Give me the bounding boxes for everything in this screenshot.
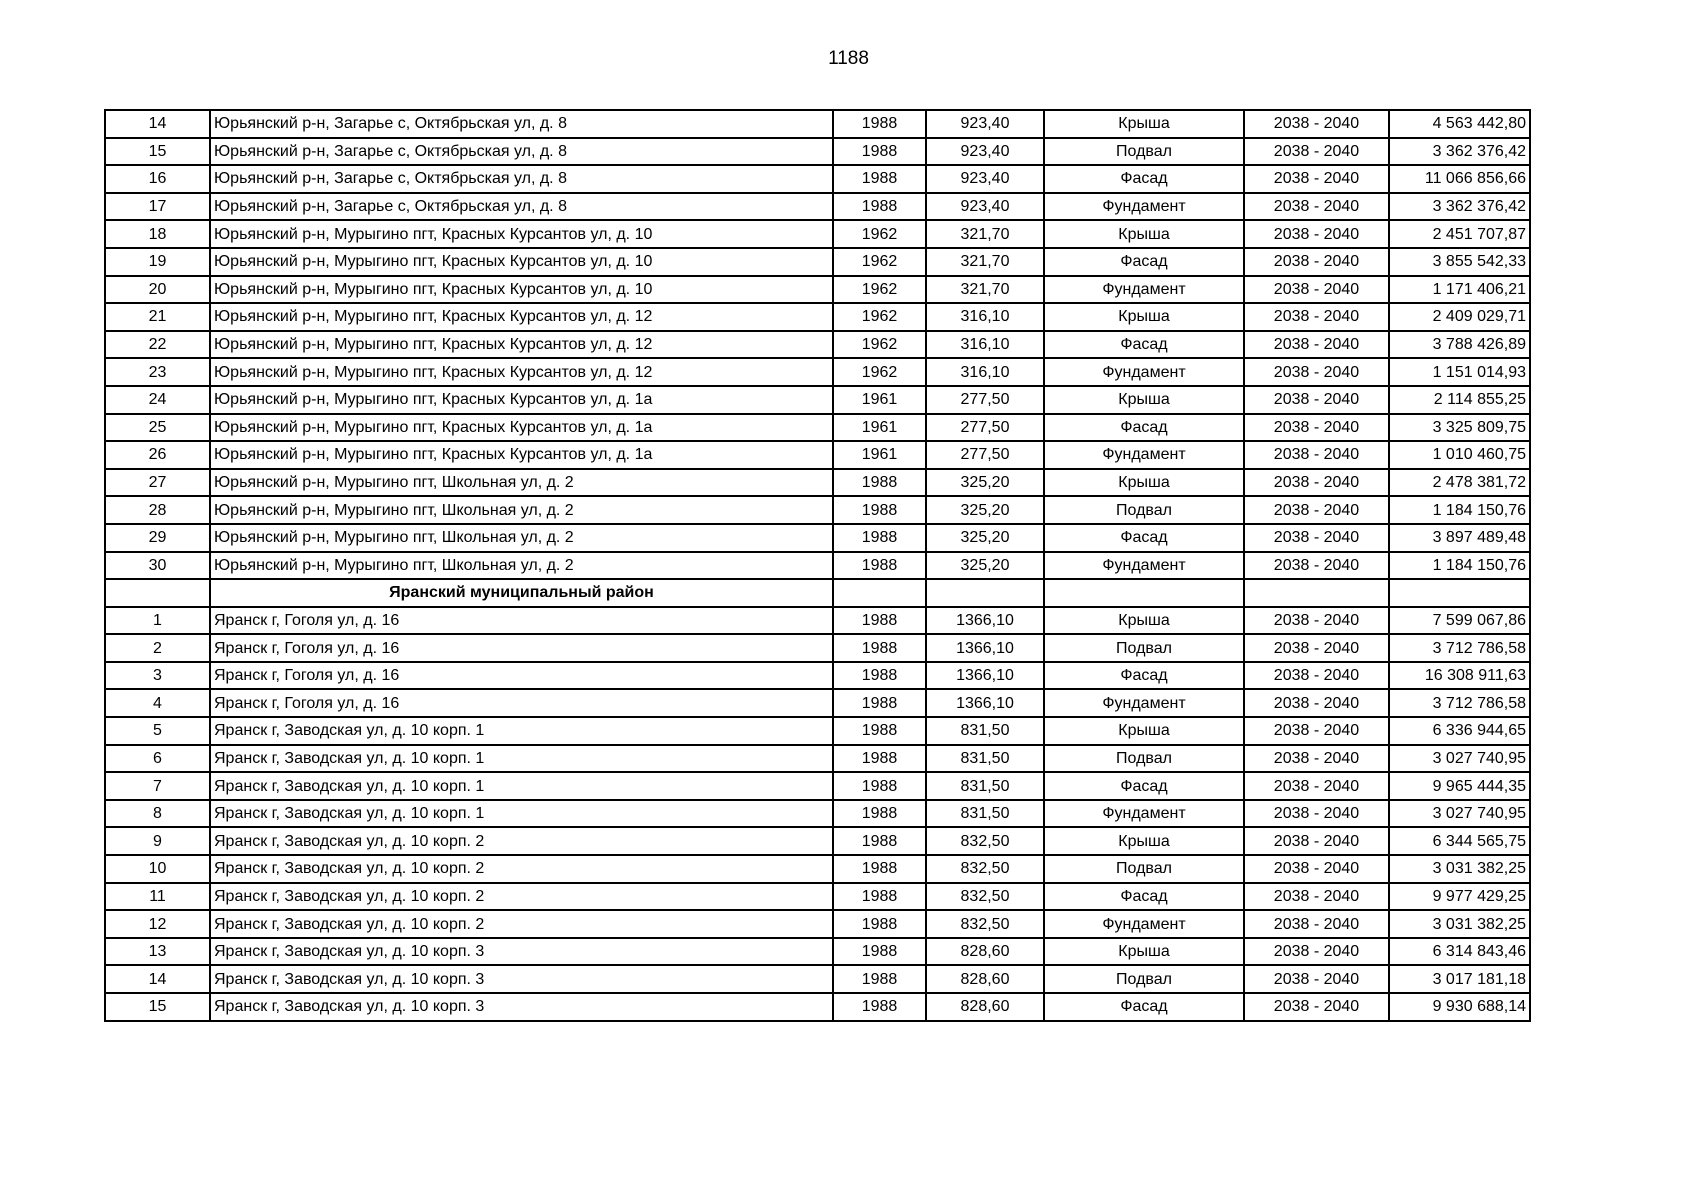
repair-cost-cell: 1 184 150,76 <box>1389 496 1530 524</box>
build-year-cell: 1988 <box>833 552 926 580</box>
work-type-cell: Подвал <box>1044 965 1244 993</box>
work-type-cell: Фасад <box>1044 772 1244 800</box>
empty-cell <box>833 579 926 607</box>
repair-period-cell: 2038 - 2040 <box>1244 552 1389 580</box>
row-number-cell: 20 <box>105 276 210 304</box>
table-row <box>105 331 1530 359</box>
table-row <box>105 248 1530 276</box>
work-type-cell: Подвал <box>1044 745 1244 773</box>
table-row <box>105 634 1530 662</box>
repair-cost-cell: 3 031 382,25 <box>1389 855 1530 883</box>
work-type-cell: Крыша <box>1044 827 1244 855</box>
work-type-cell: Фасад <box>1044 414 1244 442</box>
repair-cost-cell: 2 478 381,72 <box>1389 469 1530 497</box>
repair-cost-cell: 3 712 786,58 <box>1389 689 1530 717</box>
building-address-cell: Яранск г, Заводская ул, д. 10 корп. 1 <box>210 800 833 828</box>
row-number-cell: 9 <box>105 827 210 855</box>
repair-cost-cell: 9 965 444,35 <box>1389 772 1530 800</box>
work-type-cell: Подвал <box>1044 634 1244 662</box>
repair-period-cell: 2038 - 2040 <box>1244 524 1389 552</box>
repair-cost-cell: 3 027 740,95 <box>1389 800 1530 828</box>
table-body <box>105 110 1530 1021</box>
repair-period-cell: 2038 - 2040 <box>1244 772 1389 800</box>
building-address-cell: Юрьянский р-н, Мурыгино пгт, Красных Курсантов ул, д. 1а <box>210 414 833 442</box>
building-area-cell: 1366,10 <box>926 662 1044 690</box>
build-year-cell: 1988 <box>833 496 926 524</box>
repair-cost-cell: 6 344 565,75 <box>1389 827 1530 855</box>
build-year-cell: 1988 <box>833 883 926 911</box>
work-type-cell: Крыша <box>1044 469 1244 497</box>
table-row <box>105 938 1530 966</box>
repair-cost-cell: 4 563 442,80 <box>1389 110 1530 138</box>
table-row <box>105 138 1530 166</box>
building-area-cell: 321,70 <box>926 220 1044 248</box>
row-number-cell: 23 <box>105 358 210 386</box>
table-row <box>105 496 1530 524</box>
repair-cost-cell: 2 451 707,87 <box>1389 220 1530 248</box>
repair-period-cell: 2038 - 2040 <box>1244 358 1389 386</box>
building-area-cell: 325,20 <box>926 552 1044 580</box>
build-year-cell: 1988 <box>833 938 926 966</box>
build-year-cell: 1988 <box>833 469 926 497</box>
row-number-cell: 2 <box>105 634 210 662</box>
build-year-cell: 1962 <box>833 248 926 276</box>
row-number-cell: 18 <box>105 220 210 248</box>
repair-period-cell: 2038 - 2040 <box>1244 110 1389 138</box>
build-year-cell: 1988 <box>833 965 926 993</box>
work-type-cell: Фундамент <box>1044 276 1244 304</box>
build-year-cell: 1988 <box>833 993 926 1021</box>
work-type-cell: Фундамент <box>1044 441 1244 469</box>
repair-cost-cell: 1 010 460,75 <box>1389 441 1530 469</box>
building-area-cell: 828,60 <box>926 965 1044 993</box>
building-address-cell: Яранск г, Гоголя ул, д. 16 <box>210 634 833 662</box>
build-year-cell: 1988 <box>833 524 926 552</box>
building-area-cell: 923,40 <box>926 165 1044 193</box>
building-address-cell: Юрьянский р-н, Загарье с, Октябрьская ул, д. 8 <box>210 193 833 221</box>
repair-schedule-table <box>104 109 1531 1022</box>
work-type-cell: Крыша <box>1044 220 1244 248</box>
row-number-cell: 12 <box>105 910 210 938</box>
build-year-cell: 1988 <box>833 634 926 662</box>
repair-cost-cell: 6 336 944,65 <box>1389 717 1530 745</box>
building-area-cell: 832,50 <box>926 883 1044 911</box>
building-address-cell: Яранск г, Заводская ул, д. 10 корп. 3 <box>210 993 833 1021</box>
building-area-cell: 831,50 <box>926 800 1044 828</box>
work-type-cell: Фасад <box>1044 331 1244 359</box>
row-number-cell: 1 <box>105 607 210 635</box>
build-year-cell: 1988 <box>833 827 926 855</box>
building-address-cell: Яранск г, Заводская ул, д. 10 корп. 1 <box>210 717 833 745</box>
build-year-cell: 1961 <box>833 414 926 442</box>
repair-period-cell: 2038 - 2040 <box>1244 193 1389 221</box>
table-row <box>105 662 1530 690</box>
building-area-cell: 923,40 <box>926 138 1044 166</box>
empty-cell <box>1044 579 1244 607</box>
section-header-row <box>105 579 1530 607</box>
build-year-cell: 1961 <box>833 441 926 469</box>
table-row <box>105 800 1530 828</box>
building-address-cell: Яранск г, Заводская ул, д. 10 корп. 2 <box>210 910 833 938</box>
table-row <box>105 772 1530 800</box>
building-area-cell: 321,70 <box>926 276 1044 304</box>
build-year-cell: 1961 <box>833 386 926 414</box>
row-number-cell: 26 <box>105 441 210 469</box>
building-address-cell: Яранск г, Гоголя ул, д. 16 <box>210 662 833 690</box>
building-area-cell: 832,50 <box>926 855 1044 883</box>
build-year-cell: 1962 <box>833 358 926 386</box>
table-row <box>105 965 1530 993</box>
row-number-cell: 15 <box>105 138 210 166</box>
work-type-cell: Фасад <box>1044 993 1244 1021</box>
work-type-cell: Фундамент <box>1044 800 1244 828</box>
building-address-cell: Юрьянский р-н, Мурыгино пгт, Красных Курсантов ул, д. 12 <box>210 331 833 359</box>
row-number-cell: 28 <box>105 496 210 524</box>
row-number-cell: 5 <box>105 717 210 745</box>
repair-period-cell: 2038 - 2040 <box>1244 276 1389 304</box>
building-area-cell: 321,70 <box>926 248 1044 276</box>
work-type-cell: Крыша <box>1044 386 1244 414</box>
table-row <box>105 745 1530 773</box>
row-number-cell: 13 <box>105 938 210 966</box>
building-address-cell: Яранск г, Заводская ул, д. 10 корп. 1 <box>210 745 833 773</box>
empty-cell <box>1389 579 1530 607</box>
row-number-cell: 21 <box>105 303 210 331</box>
row-number-cell: 6 <box>105 745 210 773</box>
building-address-cell: Яранск г, Заводская ул, д. 10 корп. 2 <box>210 827 833 855</box>
building-address-cell: Юрьянский р-н, Мурыгино пгт, Красных Курсантов ул, д. 12 <box>210 358 833 386</box>
repair-period-cell: 2038 - 2040 <box>1244 965 1389 993</box>
repair-period-cell: 2038 - 2040 <box>1244 303 1389 331</box>
row-number-cell: 17 <box>105 193 210 221</box>
repair-period-cell: 2038 - 2040 <box>1244 883 1389 911</box>
repair-cost-cell: 3 897 489,48 <box>1389 524 1530 552</box>
building-address-cell: Юрьянский р-н, Мурыгино пгт, Школьная ул, д. 2 <box>210 469 833 497</box>
building-address-cell: Юрьянский р-н, Загарье с, Октябрьская ул, д. 8 <box>210 165 833 193</box>
building-area-cell: 277,50 <box>926 386 1044 414</box>
repair-cost-cell: 6 314 843,46 <box>1389 938 1530 966</box>
repair-cost-cell: 2 409 029,71 <box>1389 303 1530 331</box>
building-address-cell: Юрьянский р-н, Загарье с, Октябрьская ул, д. 8 <box>210 138 833 166</box>
build-year-cell: 1988 <box>833 110 926 138</box>
row-number-cell: 10 <box>105 855 210 883</box>
building-address-cell: Яранск г, Заводская ул, д. 10 корп. 3 <box>210 938 833 966</box>
repair-cost-cell: 3 027 740,95 <box>1389 745 1530 773</box>
work-type-cell: Крыша <box>1044 607 1244 635</box>
building-area-cell: 325,20 <box>926 469 1044 497</box>
building-area-cell: 832,50 <box>926 827 1044 855</box>
building-address-cell: Юрьянский р-н, Мурыгино пгт, Школьная ул, д. 2 <box>210 524 833 552</box>
row-number-cell: 16 <box>105 165 210 193</box>
build-year-cell: 1988 <box>833 662 926 690</box>
table-row <box>105 883 1530 911</box>
work-type-cell: Фасад <box>1044 883 1244 911</box>
repair-cost-cell: 3 031 382,25 <box>1389 910 1530 938</box>
work-type-cell: Подвал <box>1044 138 1244 166</box>
work-type-cell: Фундамент <box>1044 689 1244 717</box>
building-area-cell: 1366,10 <box>926 607 1044 635</box>
build-year-cell: 1988 <box>833 165 926 193</box>
build-year-cell: 1988 <box>833 689 926 717</box>
work-type-cell: Фундамент <box>1044 910 1244 938</box>
work-type-cell: Фасад <box>1044 662 1244 690</box>
table-row <box>105 358 1530 386</box>
repair-period-cell: 2038 - 2040 <box>1244 386 1389 414</box>
table-row <box>105 855 1530 883</box>
building-address-cell: Яранск г, Заводская ул, д. 10 корп. 3 <box>210 965 833 993</box>
work-type-cell: Фундамент <box>1044 193 1244 221</box>
table-row <box>105 276 1530 304</box>
building-area-cell: 325,20 <box>926 496 1044 524</box>
table-row <box>105 524 1530 552</box>
repair-period-cell: 2038 - 2040 <box>1244 496 1389 524</box>
building-address-cell: Яранск г, Заводская ул, д. 10 корп. 1 <box>210 772 833 800</box>
row-number-cell: 14 <box>105 965 210 993</box>
repair-period-cell: 2038 - 2040 <box>1244 469 1389 497</box>
row-number-cell: 15 <box>105 993 210 1021</box>
row-number-cell: 27 <box>105 469 210 497</box>
repair-cost-cell: 11 066 856,66 <box>1389 165 1530 193</box>
building-area-cell: 831,50 <box>926 745 1044 773</box>
repair-period-cell: 2038 - 2040 <box>1244 662 1389 690</box>
build-year-cell: 1988 <box>833 855 926 883</box>
building-address-cell: Юрьянский р-н, Мурыгино пгт, Школьная ул, д. 2 <box>210 552 833 580</box>
build-year-cell: 1988 <box>833 772 926 800</box>
repair-cost-cell: 1 184 150,76 <box>1389 552 1530 580</box>
table-row <box>105 220 1530 248</box>
repair-cost-cell: 3 362 376,42 <box>1389 193 1530 221</box>
repair-cost-cell: 7 599 067,86 <box>1389 607 1530 635</box>
build-year-cell: 1988 <box>833 193 926 221</box>
row-number-cell: 29 <box>105 524 210 552</box>
build-year-cell: 1962 <box>833 220 926 248</box>
build-year-cell: 1988 <box>833 745 926 773</box>
building-address-cell: Юрьянский р-н, Мурыгино пгт, Школьная ул, д. 2 <box>210 496 833 524</box>
row-number-cell: 24 <box>105 386 210 414</box>
repair-period-cell: 2038 - 2040 <box>1244 689 1389 717</box>
building-area-cell: 831,50 <box>926 717 1044 745</box>
table-row <box>105 993 1530 1021</box>
table-row <box>105 303 1530 331</box>
table-row <box>105 689 1530 717</box>
building-area-cell: 316,10 <box>926 303 1044 331</box>
repair-period-cell: 2038 - 2040 <box>1244 165 1389 193</box>
build-year-cell: 1988 <box>833 607 926 635</box>
table-row <box>105 386 1530 414</box>
repair-cost-cell: 3 325 809,75 <box>1389 414 1530 442</box>
building-address-cell: Яранск г, Заводская ул, д. 10 корп. 2 <box>210 883 833 911</box>
repair-cost-cell: 3 017 181,18 <box>1389 965 1530 993</box>
repair-period-cell: 2038 - 2040 <box>1244 138 1389 166</box>
repair-cost-cell: 9 977 429,25 <box>1389 883 1530 911</box>
row-number-cell: 4 <box>105 689 210 717</box>
repair-period-cell: 2038 - 2040 <box>1244 717 1389 745</box>
building-area-cell: 1366,10 <box>926 689 1044 717</box>
building-area-cell: 832,50 <box>926 910 1044 938</box>
repair-period-cell: 2038 - 2040 <box>1244 938 1389 966</box>
building-address-cell: Юрьянский р-н, Мурыгино пгт, Красных Курсантов ул, д. 12 <box>210 303 833 331</box>
row-number-cell: 11 <box>105 883 210 911</box>
row-number-cell: 8 <box>105 800 210 828</box>
building-address-cell: Яранск г, Гоголя ул, д. 16 <box>210 689 833 717</box>
building-area-cell: 828,60 <box>926 993 1044 1021</box>
building-area-cell: 316,10 <box>926 331 1044 359</box>
building-address-cell: Яранск г, Гоголя ул, д. 16 <box>210 607 833 635</box>
repair-cost-cell: 3 855 542,33 <box>1389 248 1530 276</box>
table-row <box>105 827 1530 855</box>
building-area-cell: 831,50 <box>926 772 1044 800</box>
repair-cost-cell: 2 114 855,25 <box>1389 386 1530 414</box>
repair-period-cell: 2038 - 2040 <box>1244 248 1389 276</box>
table-row <box>105 165 1530 193</box>
building-address-cell: Юрьянский р-н, Мурыгино пгт, Красных Курсантов ул, д. 10 <box>210 248 833 276</box>
repair-cost-cell: 3 788 426,89 <box>1389 331 1530 359</box>
repair-period-cell: 2038 - 2040 <box>1244 910 1389 938</box>
build-year-cell: 1962 <box>833 303 926 331</box>
build-year-cell: 1962 <box>833 276 926 304</box>
work-type-cell: Подвал <box>1044 496 1244 524</box>
empty-cell <box>1244 579 1389 607</box>
work-type-cell: Крыша <box>1044 110 1244 138</box>
repair-cost-cell: 1 151 014,93 <box>1389 358 1530 386</box>
repair-period-cell: 2038 - 2040 <box>1244 414 1389 442</box>
repair-period-cell: 2038 - 2040 <box>1244 827 1389 855</box>
row-number-cell: 3 <box>105 662 210 690</box>
row-number-cell: 14 <box>105 110 210 138</box>
work-type-cell: Фасад <box>1044 524 1244 552</box>
repair-period-cell: 2038 - 2040 <box>1244 441 1389 469</box>
work-type-cell: Фасад <box>1044 248 1244 276</box>
work-type-cell: Подвал <box>1044 855 1244 883</box>
building-area-cell: 277,50 <box>926 441 1044 469</box>
work-type-cell: Крыша <box>1044 938 1244 966</box>
work-type-cell: Крыша <box>1044 717 1244 745</box>
repair-period-cell: 2038 - 2040 <box>1244 331 1389 359</box>
work-type-cell: Фундамент <box>1044 358 1244 386</box>
row-number-cell: 30 <box>105 552 210 580</box>
building-address-cell: Юрьянский р-н, Мурыгино пгт, Красных Курсантов ул, д. 10 <box>210 220 833 248</box>
section-title: Яранский муниципальный район <box>210 579 833 607</box>
repair-period-cell: 2038 - 2040 <box>1244 220 1389 248</box>
repair-period-cell: 2038 - 2040 <box>1244 607 1389 635</box>
building-area-cell: 923,40 <box>926 110 1044 138</box>
repair-period-cell: 2038 - 2040 <box>1244 745 1389 773</box>
table-row <box>105 552 1530 580</box>
building-address-cell: Юрьянский р-н, Мурыгино пгт, Красных Курсантов ул, д. 10 <box>210 276 833 304</box>
build-year-cell: 1988 <box>833 717 926 745</box>
building-address-cell: Юрьянский р-н, Мурыгино пгт, Красных Курсантов ул, д. 1а <box>210 441 833 469</box>
building-address-cell: Юрьянский р-н, Загарье с, Октябрьская ул, д. 8 <box>210 110 833 138</box>
table-row <box>105 607 1530 635</box>
row-number-cell: 22 <box>105 331 210 359</box>
work-type-cell: Крыша <box>1044 303 1244 331</box>
table-row <box>105 910 1530 938</box>
build-year-cell: 1988 <box>833 910 926 938</box>
row-number-cell: 7 <box>105 772 210 800</box>
building-area-cell: 1366,10 <box>926 634 1044 662</box>
table-row <box>105 717 1530 745</box>
repair-period-cell: 2038 - 2040 <box>1244 800 1389 828</box>
table-row <box>105 469 1530 497</box>
repair-cost-cell: 3 712 786,58 <box>1389 634 1530 662</box>
work-type-cell: Фасад <box>1044 165 1244 193</box>
repair-cost-cell: 3 362 376,42 <box>1389 138 1530 166</box>
building-area-cell: 316,10 <box>926 358 1044 386</box>
repair-cost-cell: 9 930 688,14 <box>1389 993 1530 1021</box>
repair-cost-cell: 16 308 911,63 <box>1389 662 1530 690</box>
page-number: 1188 <box>828 48 869 69</box>
work-type-cell: Фундамент <box>1044 552 1244 580</box>
building-address-cell: Юрьянский р-н, Мурыгино пгт, Красных Курсантов ул, д. 1а <box>210 386 833 414</box>
table-row <box>105 110 1530 138</box>
table-row <box>105 193 1530 221</box>
build-year-cell: 1988 <box>833 800 926 828</box>
table-row <box>105 441 1530 469</box>
row-number-cell: 25 <box>105 414 210 442</box>
building-area-cell: 923,40 <box>926 193 1044 221</box>
repair-cost-cell: 1 171 406,21 <box>1389 276 1530 304</box>
building-address-cell: Яранск г, Заводская ул, д. 10 корп. 2 <box>210 855 833 883</box>
build-year-cell: 1962 <box>833 331 926 359</box>
repair-period-cell: 2038 - 2040 <box>1244 993 1389 1021</box>
build-year-cell: 1988 <box>833 138 926 166</box>
table-row <box>105 414 1530 442</box>
building-area-cell: 325,20 <box>926 524 1044 552</box>
building-area-cell: 828,60 <box>926 938 1044 966</box>
empty-cell <box>105 579 210 607</box>
empty-cell <box>926 579 1044 607</box>
repair-period-cell: 2038 - 2040 <box>1244 855 1389 883</box>
building-area-cell: 277,50 <box>926 414 1044 442</box>
repair-period-cell: 2038 - 2040 <box>1244 634 1389 662</box>
row-number-cell: 19 <box>105 248 210 276</box>
